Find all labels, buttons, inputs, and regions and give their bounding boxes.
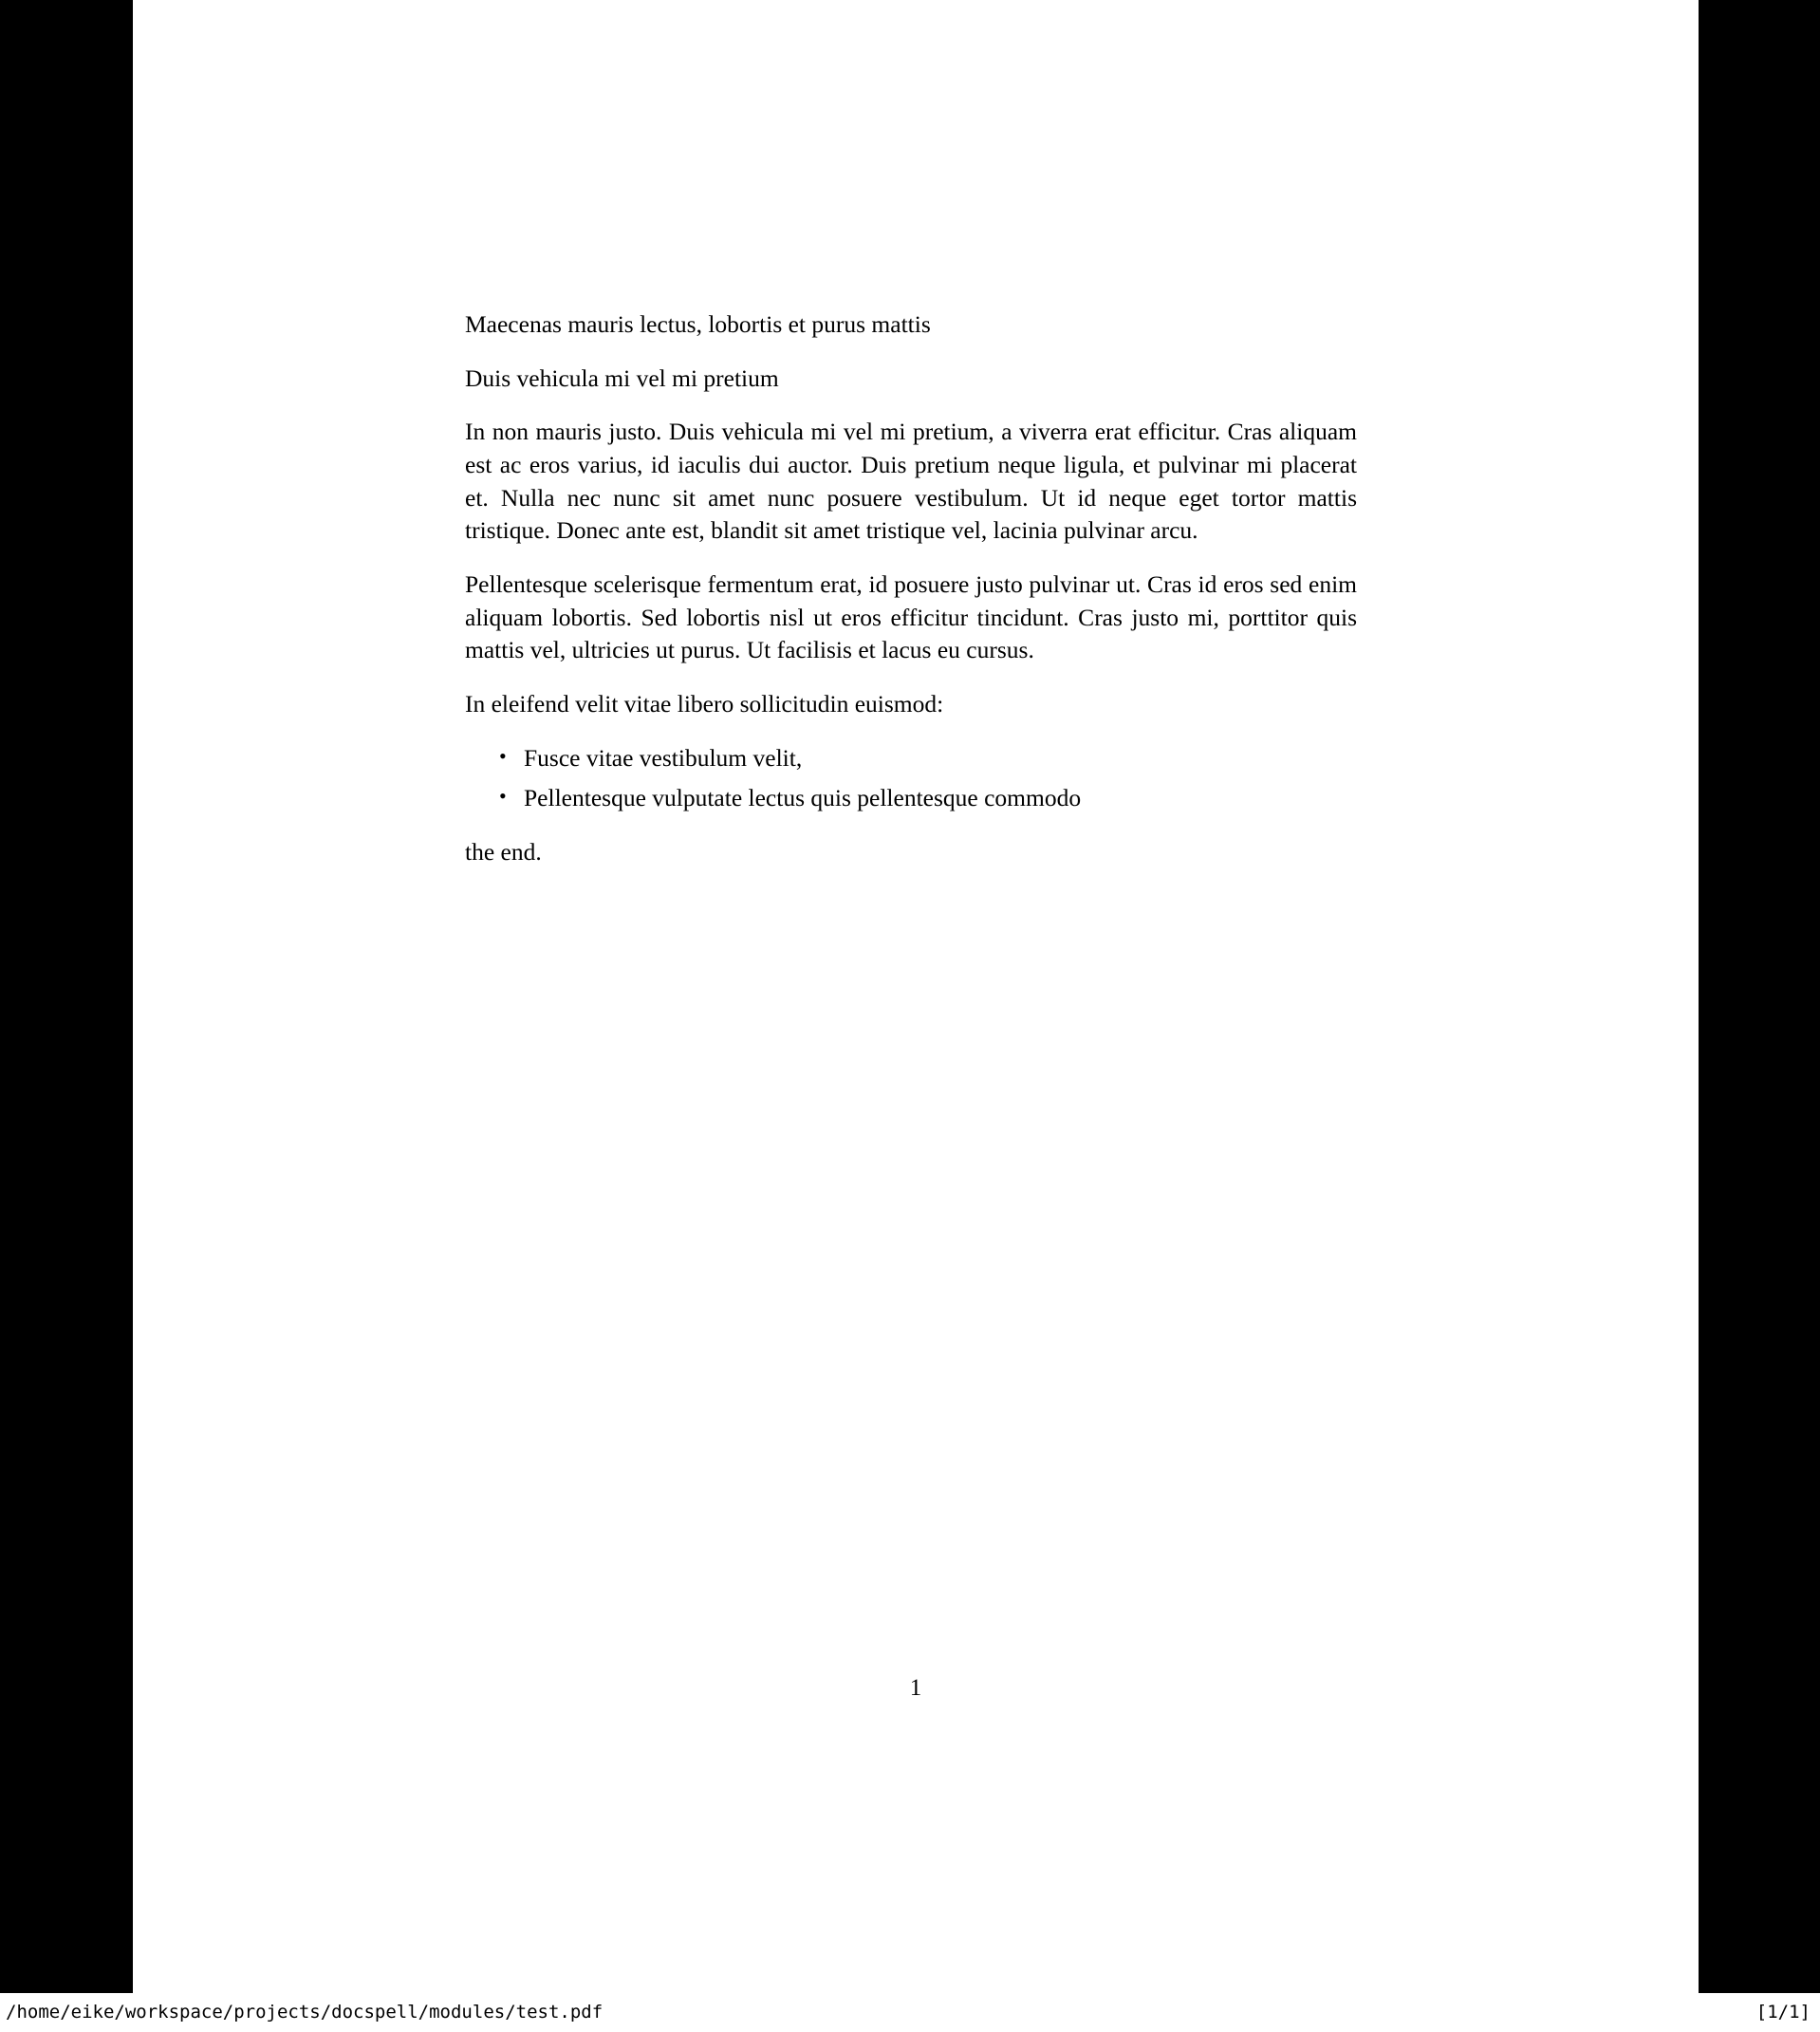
document-bullet-list [465, 742, 1357, 815]
page-number: 1 [909, 1675, 922, 1701]
paragraph-closing: the end. [465, 838, 542, 867]
paragraph-body-2: Pellentesque scelerisque fermentum erat, id posuere justo pulvinar ut. Cras id eros sed enim aliquam lobortis. Sed lobortis nisl ut eros efficitur tincidunt. Cras justo mi, porttitor quis mattis vel, ultricies ut purus. Ut facilisis et lacus eu cursus. [465, 570, 1357, 664]
status-page-indicator: [1/1] [1755, 2002, 1811, 2023]
paragraph-heading-1: Maecenas mauris lectus, lobortis et purus mattis [465, 310, 931, 338]
status-bar [0, 1993, 1820, 2032]
status-file-path: /home/eike/workspace/projects/docspell/modules/test.pdf [6, 2002, 604, 2023]
list-item: • Fusce vitae vestibulum velit, [524, 742, 1357, 775]
paragraph-heading-2: Duis vehicula mi vel mi pretium [465, 364, 779, 392]
list-item: • Pellentesque vulputate lectus quis pellentesque commodo [524, 782, 1357, 815]
paragraph-list-intro: In eleifend velit vitae libero sollicitudin euismod: [465, 690, 944, 718]
pdf-page [133, 0, 1699, 1993]
document-body [465, 308, 1357, 890]
paragraph-body-1: In non mauris justo. Duis vehicula mi vel mi pretium, a viverra erat efficitur. Cras aliquam est ac eros varius, id iaculis dui auctor. Duis pretium neque ligula, et pulvinar mi placerat et. Nulla nec nunc sit amet nunc posuere vestibulum. Ut id neque eget tortor mattis tristique. Donec ante est, blandit sit amet tristique vel, lacinia pulvinar arcu. [465, 418, 1357, 545]
